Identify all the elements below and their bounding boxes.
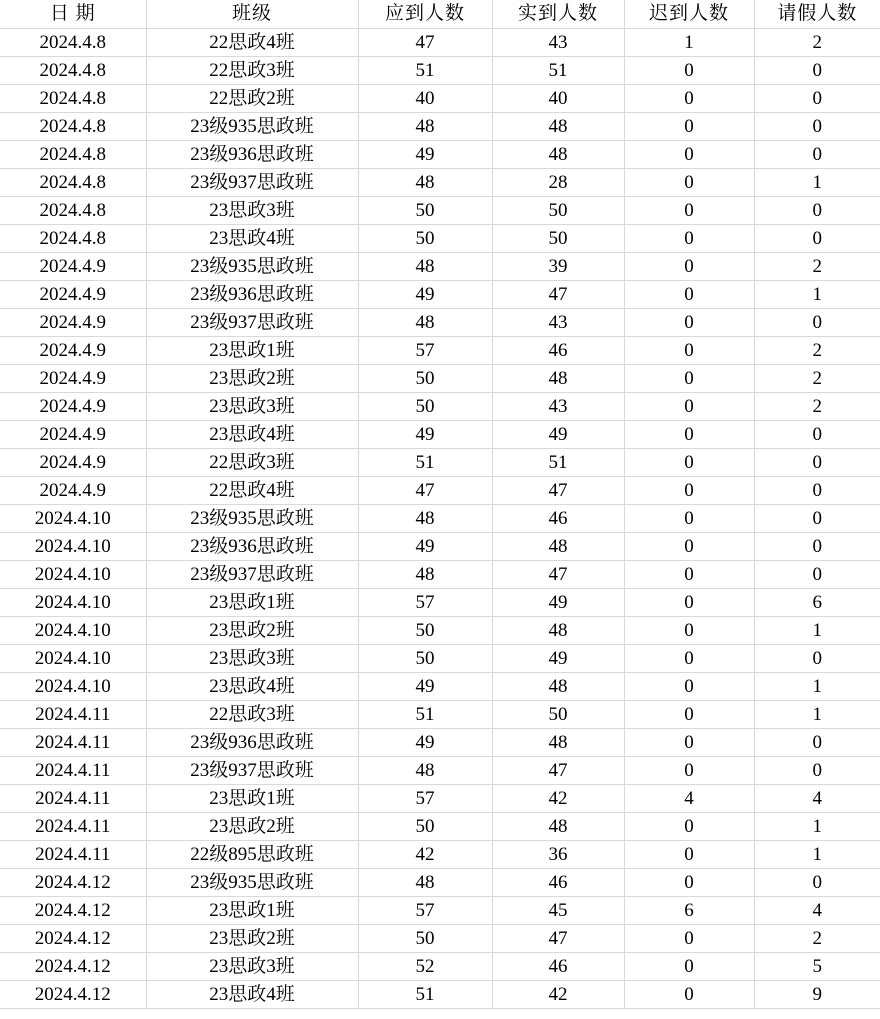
column-header-late: 迟到人数 (624, 0, 754, 29)
cell-actual: 43 (492, 29, 624, 57)
cell-late: 0 (624, 813, 754, 841)
table-row (0, 169, 880, 197)
table-row (0, 673, 880, 701)
cell-late: 0 (624, 505, 754, 533)
cell-actual: 48 (492, 533, 624, 561)
table-header (0, 0, 880, 29)
cell-actual: 43 (492, 309, 624, 337)
cell-class: 22思政4班 (146, 29, 358, 57)
table-row (0, 925, 880, 953)
cell-actual: 47 (492, 561, 624, 589)
cell-expected: 50 (358, 813, 492, 841)
cell-actual: 47 (492, 281, 624, 309)
cell-date: 2024.4.11 (0, 729, 146, 757)
cell-leave: 0 (754, 85, 880, 113)
cell-expected: 40 (358, 85, 492, 113)
cell-date: 2024.4.9 (0, 477, 146, 505)
table-row (0, 869, 880, 897)
cell-class: 23思政2班 (146, 813, 358, 841)
table-row (0, 197, 880, 225)
cell-expected: 48 (358, 869, 492, 897)
cell-leave: 4 (754, 785, 880, 813)
cell-actual: 47 (492, 925, 624, 953)
cell-leave: 9 (754, 981, 880, 1009)
cell-class: 23级936思政班 (146, 281, 358, 309)
cell-actual: 46 (492, 953, 624, 981)
cell-class: 23思政1班 (146, 589, 358, 617)
cell-late: 0 (624, 589, 754, 617)
cell-expected: 51 (358, 981, 492, 1009)
cell-actual: 46 (492, 869, 624, 897)
cell-actual: 48 (492, 113, 624, 141)
cell-expected: 47 (358, 477, 492, 505)
cell-expected: 50 (358, 645, 492, 673)
cell-actual: 46 (492, 337, 624, 365)
cell-expected: 48 (358, 561, 492, 589)
table-row (0, 897, 880, 925)
cell-date: 2024.4.10 (0, 617, 146, 645)
cell-expected: 50 (358, 225, 492, 253)
cell-class: 23级936思政班 (146, 533, 358, 561)
cell-expected: 49 (358, 729, 492, 757)
cell-expected: 51 (358, 449, 492, 477)
cell-actual: 46 (492, 505, 624, 533)
cell-late: 0 (624, 197, 754, 225)
cell-actual: 48 (492, 141, 624, 169)
cell-date: 2024.4.8 (0, 225, 146, 253)
cell-date: 2024.4.8 (0, 85, 146, 113)
cell-expected: 57 (358, 785, 492, 813)
header-row (0, 0, 880, 29)
cell-expected: 57 (358, 589, 492, 617)
cell-date: 2024.4.10 (0, 673, 146, 701)
cell-late: 0 (624, 281, 754, 309)
cell-leave: 0 (754, 421, 880, 449)
cell-leave: 2 (754, 393, 880, 421)
cell-date: 2024.4.10 (0, 561, 146, 589)
cell-expected: 42 (358, 841, 492, 869)
cell-expected: 48 (358, 505, 492, 533)
cell-class: 22思政3班 (146, 449, 358, 477)
cell-class: 23级935思政班 (146, 505, 358, 533)
cell-expected: 57 (358, 897, 492, 925)
column-header-date: 日 期 (0, 0, 146, 29)
cell-date: 2024.4.9 (0, 393, 146, 421)
cell-class: 22思政3班 (146, 701, 358, 729)
cell-expected: 50 (358, 617, 492, 645)
column-header-class: 班级 (146, 0, 358, 29)
cell-leave: 0 (754, 449, 880, 477)
cell-expected: 49 (358, 141, 492, 169)
cell-late: 0 (624, 225, 754, 253)
cell-date: 2024.4.9 (0, 337, 146, 365)
table-row (0, 281, 880, 309)
cell-actual: 42 (492, 785, 624, 813)
cell-expected: 49 (358, 673, 492, 701)
cell-date: 2024.4.11 (0, 813, 146, 841)
table-row (0, 589, 880, 617)
cell-late: 0 (624, 617, 754, 645)
table-row (0, 57, 880, 85)
cell-date: 2024.4.8 (0, 197, 146, 225)
cell-class: 23思政4班 (146, 673, 358, 701)
table-row (0, 449, 880, 477)
cell-class: 23思政3班 (146, 393, 358, 421)
cell-expected: 48 (358, 757, 492, 785)
cell-class: 23思政4班 (146, 421, 358, 449)
cell-late: 0 (624, 421, 754, 449)
cell-actual: 47 (492, 757, 624, 785)
cell-late: 0 (624, 113, 754, 141)
cell-leave: 4 (754, 897, 880, 925)
cell-expected: 57 (358, 337, 492, 365)
cell-late: 0 (624, 253, 754, 281)
table-row (0, 29, 880, 57)
table-body (0, 29, 880, 1009)
table-row (0, 365, 880, 393)
cell-expected: 49 (358, 533, 492, 561)
cell-leave: 0 (754, 197, 880, 225)
cell-class: 23级937思政班 (146, 757, 358, 785)
table-row (0, 253, 880, 281)
cell-leave: 1 (754, 813, 880, 841)
cell-late: 0 (624, 841, 754, 869)
cell-date: 2024.4.10 (0, 533, 146, 561)
cell-expected: 50 (358, 197, 492, 225)
cell-leave: 6 (754, 589, 880, 617)
cell-leave: 1 (754, 701, 880, 729)
cell-date: 2024.4.12 (0, 925, 146, 953)
cell-leave: 0 (754, 869, 880, 897)
cell-class: 23思政1班 (146, 785, 358, 813)
cell-expected: 50 (358, 365, 492, 393)
cell-class: 23思政4班 (146, 225, 358, 253)
cell-expected: 50 (358, 925, 492, 953)
cell-date: 2024.4.8 (0, 141, 146, 169)
cell-late: 0 (624, 701, 754, 729)
cell-class: 23级935思政班 (146, 869, 358, 897)
cell-late: 0 (624, 673, 754, 701)
cell-class: 23级935思政班 (146, 113, 358, 141)
table-row (0, 477, 880, 505)
cell-leave: 0 (754, 57, 880, 85)
cell-leave: 0 (754, 113, 880, 141)
cell-late: 0 (624, 393, 754, 421)
cell-expected: 49 (358, 421, 492, 449)
cell-expected: 49 (358, 281, 492, 309)
cell-leave: 2 (754, 253, 880, 281)
cell-late: 6 (624, 897, 754, 925)
cell-class: 23级935思政班 (146, 253, 358, 281)
cell-late: 0 (624, 533, 754, 561)
cell-class: 23思政1班 (146, 897, 358, 925)
cell-actual: 43 (492, 393, 624, 421)
cell-late: 0 (624, 981, 754, 1009)
cell-class: 22思政3班 (146, 57, 358, 85)
cell-date: 2024.4.9 (0, 421, 146, 449)
table-row (0, 841, 880, 869)
cell-late: 0 (624, 869, 754, 897)
cell-leave: 2 (754, 337, 880, 365)
cell-actual: 51 (492, 449, 624, 477)
cell-leave: 0 (754, 757, 880, 785)
cell-leave: 0 (754, 645, 880, 673)
cell-late: 0 (624, 337, 754, 365)
cell-leave: 0 (754, 533, 880, 561)
cell-date: 2024.4.9 (0, 309, 146, 337)
cell-date: 2024.4.9 (0, 253, 146, 281)
cell-class: 23思政3班 (146, 197, 358, 225)
cell-date: 2024.4.8 (0, 169, 146, 197)
cell-actual: 50 (492, 225, 624, 253)
cell-class: 23思政2班 (146, 617, 358, 645)
cell-late: 0 (624, 925, 754, 953)
cell-date: 2024.4.9 (0, 449, 146, 477)
table-row (0, 337, 880, 365)
cell-actual: 50 (492, 197, 624, 225)
cell-date: 2024.4.9 (0, 281, 146, 309)
table-row (0, 505, 880, 533)
cell-late: 0 (624, 57, 754, 85)
cell-late: 1 (624, 29, 754, 57)
cell-expected: 48 (358, 113, 492, 141)
cell-leave: 2 (754, 365, 880, 393)
cell-actual: 48 (492, 729, 624, 757)
cell-actual: 51 (492, 57, 624, 85)
cell-leave: 0 (754, 141, 880, 169)
cell-leave: 0 (754, 561, 880, 589)
cell-leave: 0 (754, 309, 880, 337)
cell-expected: 52 (358, 953, 492, 981)
table-row (0, 113, 880, 141)
cell-actual: 48 (492, 673, 624, 701)
cell-date: 2024.4.11 (0, 785, 146, 813)
cell-expected: 48 (358, 309, 492, 337)
table-row (0, 561, 880, 589)
table-row (0, 617, 880, 645)
table-row (0, 309, 880, 337)
cell-leave: 0 (754, 225, 880, 253)
cell-date: 2024.4.8 (0, 29, 146, 57)
cell-late: 0 (624, 729, 754, 757)
cell-class: 22思政4班 (146, 477, 358, 505)
table-row (0, 533, 880, 561)
cell-date: 2024.4.8 (0, 113, 146, 141)
table-row (0, 785, 880, 813)
table-row (0, 645, 880, 673)
cell-class: 23级937思政班 (146, 309, 358, 337)
cell-actual: 39 (492, 253, 624, 281)
cell-late: 0 (624, 365, 754, 393)
cell-class: 23级936思政班 (146, 729, 358, 757)
cell-late: 0 (624, 169, 754, 197)
cell-date: 2024.4.12 (0, 953, 146, 981)
cell-date: 2024.4.12 (0, 869, 146, 897)
cell-expected: 47 (358, 29, 492, 57)
cell-date: 2024.4.11 (0, 757, 146, 785)
cell-date: 2024.4.11 (0, 701, 146, 729)
cell-class: 23级936思政班 (146, 141, 358, 169)
cell-date: 2024.4.12 (0, 897, 146, 925)
table-row (0, 393, 880, 421)
cell-late: 0 (624, 141, 754, 169)
cell-class: 23级937思政班 (146, 561, 358, 589)
cell-leave: 0 (754, 729, 880, 757)
cell-actual: 28 (492, 169, 624, 197)
table-row (0, 141, 880, 169)
cell-class: 23思政3班 (146, 645, 358, 673)
cell-expected: 48 (358, 253, 492, 281)
cell-actual: 49 (492, 421, 624, 449)
cell-actual: 48 (492, 813, 624, 841)
cell-leave: 1 (754, 841, 880, 869)
cell-late: 0 (624, 561, 754, 589)
cell-class: 23思政1班 (146, 337, 358, 365)
cell-expected: 51 (358, 701, 492, 729)
cell-actual: 49 (492, 645, 624, 673)
cell-class: 23思政3班 (146, 953, 358, 981)
table-row (0, 981, 880, 1009)
cell-actual: 50 (492, 701, 624, 729)
table-row (0, 225, 880, 253)
cell-date: 2024.4.8 (0, 57, 146, 85)
cell-leave: 5 (754, 953, 880, 981)
column-header-actual: 实到人数 (492, 0, 624, 29)
cell-class: 23思政2班 (146, 925, 358, 953)
cell-date: 2024.4.10 (0, 645, 146, 673)
column-header-leave: 请假人数 (754, 0, 880, 29)
table-row (0, 813, 880, 841)
cell-expected: 51 (358, 57, 492, 85)
cell-actual: 45 (492, 897, 624, 925)
cell-leave: 1 (754, 617, 880, 645)
cell-actual: 42 (492, 981, 624, 1009)
table-row (0, 85, 880, 113)
cell-class: 23级937思政班 (146, 169, 358, 197)
cell-leave: 0 (754, 505, 880, 533)
cell-leave: 2 (754, 925, 880, 953)
table-row (0, 729, 880, 757)
cell-late: 0 (624, 309, 754, 337)
table-row (0, 953, 880, 981)
cell-leave: 1 (754, 169, 880, 197)
cell-actual: 47 (492, 477, 624, 505)
table-row (0, 757, 880, 785)
cell-leave: 0 (754, 477, 880, 505)
cell-late: 0 (624, 953, 754, 981)
cell-leave: 1 (754, 281, 880, 309)
cell-class: 22思政2班 (146, 85, 358, 113)
cell-actual: 48 (492, 617, 624, 645)
table-row (0, 701, 880, 729)
column-header-expected: 应到人数 (358, 0, 492, 29)
cell-class: 23思政4班 (146, 981, 358, 1009)
cell-leave: 2 (754, 29, 880, 57)
cell-date: 2024.4.9 (0, 365, 146, 393)
cell-leave: 1 (754, 673, 880, 701)
cell-late: 0 (624, 645, 754, 673)
table-row (0, 421, 880, 449)
cell-late: 4 (624, 785, 754, 813)
cell-late: 0 (624, 85, 754, 113)
cell-actual: 48 (492, 365, 624, 393)
cell-late: 0 (624, 449, 754, 477)
cell-late: 0 (624, 477, 754, 505)
cell-expected: 50 (358, 393, 492, 421)
cell-date: 2024.4.11 (0, 841, 146, 869)
cell-actual: 36 (492, 841, 624, 869)
cell-date: 2024.4.10 (0, 589, 146, 617)
cell-late: 0 (624, 757, 754, 785)
cell-date: 2024.4.12 (0, 981, 146, 1009)
cell-expected: 48 (358, 169, 492, 197)
cell-class: 22级895思政班 (146, 841, 358, 869)
cell-class: 23思政2班 (146, 365, 358, 393)
cell-date: 2024.4.10 (0, 505, 146, 533)
cell-actual: 40 (492, 85, 624, 113)
cell-actual: 49 (492, 589, 624, 617)
